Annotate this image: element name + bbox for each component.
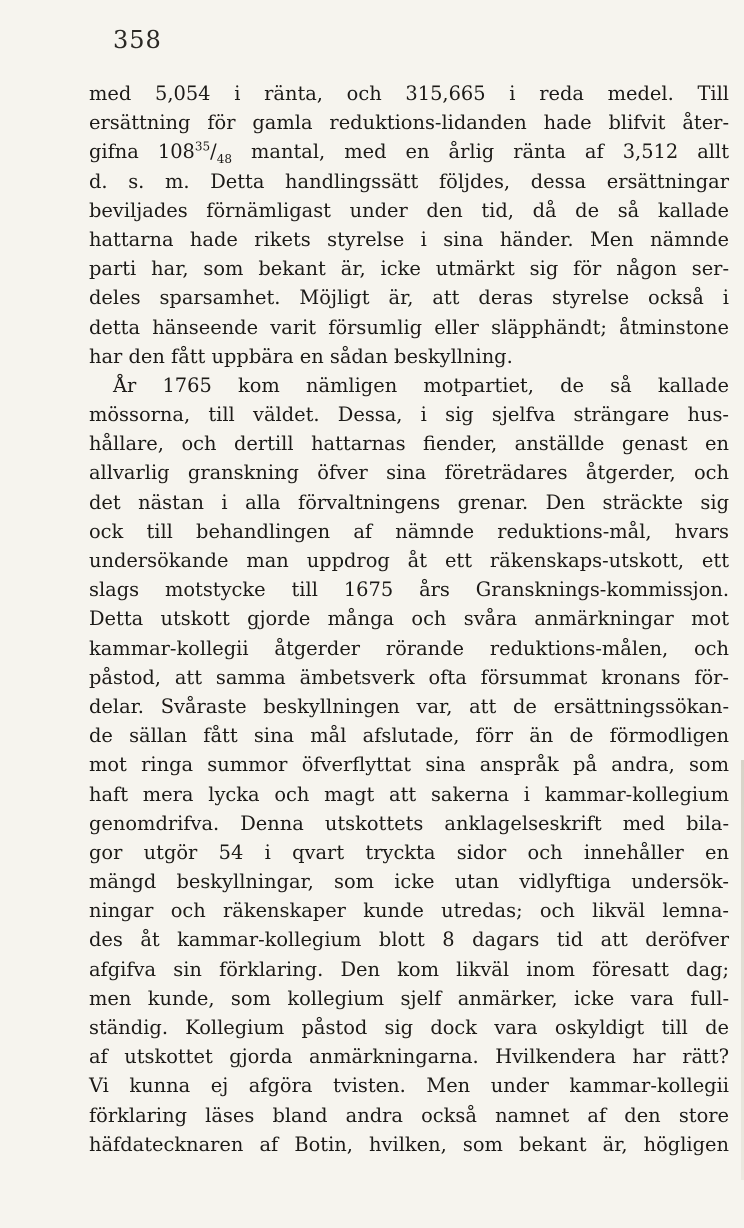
fraction-denominator: 48 [216, 152, 232, 167]
text-line: parti har, som bekant är, icke utmärkt sig för någon ser- [89, 257, 729, 281]
text-line: Detta utskott gjorde många och svåra anmärkningar mot [89, 607, 729, 631]
text-line: förklaring läses bland andra också namnet af den store [89, 1103, 729, 1127]
fraction-numerator: 35 [194, 139, 211, 154]
text-line: genomdrifva. Denna utskottets anklagelseskrift med bila- [89, 811, 729, 835]
text-line: d. s. m. Detta handlingssätt följdes, dessa ersättningar [89, 169, 729, 193]
text-line: beviljades förnämligast under den tid, då de så kallade [89, 198, 729, 222]
text-line: hållare, och dertill hattarnas fiender, anställde genast en [89, 432, 729, 456]
text-line: kammar-kollegii åtgerder rörande reduktions-målen, och [89, 636, 729, 660]
text-line: häfdatecknaren af Botin, hvilken, som bekant är, högligen [89, 1132, 729, 1156]
text-line: mot ringa summor öfverflyttat sina anspråk på andra, som [89, 753, 729, 777]
text-line: undersökande man uppdrog åt ett räkenskaps-utskott, ett [89, 549, 729, 572]
text-segment: mantal, med en årlig ränta af 3,512 allt [232, 140, 729, 164]
text-line-paragraph-start: År 1765 kom nämligen motpartiet, de så kallade [113, 373, 729, 397]
text-line: af utskottet gjorda anmärkningarna. Hvilkendera har rätt? [89, 1045, 729, 1069]
fraction: $^{35}/_{48}$ [194, 139, 232, 167]
text-line: ständig. Kollegium påstod sig dock vara oskyldigt till de [89, 1016, 729, 1039]
text-line: mängd beskyllningar, som icke utan vidlyftiga undersök- [89, 870, 729, 894]
page-number: 358 [113, 26, 162, 54]
text-line: haft mera lycka och magt att sakerna i kammar-kollegium [89, 782, 729, 806]
text-line-paragraph-end: har den fått uppbära en sådan beskyllning. [89, 344, 513, 368]
text-line: men kunde, som kollegium sjelf anmärker, icke vara full- [89, 986, 729, 1010]
text-segment: gifna 108 [89, 140, 195, 164]
text-line: des åt kammar-kollegium blott 8 dagars tid att deröfver [89, 928, 729, 952]
text-line: de sällan fått sina mål afslutade, förr än de förmodligen [89, 724, 729, 748]
text-line: slags motstycke till 1675 års Gransknings-kommissjon. [89, 578, 729, 602]
text-line: Vi kunna ej afgöra tvisten. Men under kammar-kollegii [89, 1074, 729, 1098]
text-line: deles sparsamhet. Möjligt är, att deras styrelse också i [89, 286, 729, 310]
text-line: detta hänseende varit försumlig eller släpphändt; åtminstone [89, 315, 729, 339]
text-line: allvarlig granskning öfver sina företrädares åtgerder, och [89, 461, 729, 485]
text-line: afgifva sin förklaring. Den kom likväl inom föresatt dag; [89, 957, 729, 981]
text-line-with-fraction [89, 137, 729, 166]
text-line: delar. Svåraste beskyllningen var, att de ersättningssökan- [89, 694, 729, 718]
text-line: påstod, att samma ämbetsverk ofta försummat kronans för- [89, 665, 729, 689]
text-line: det nästan i alla förvaltningens grenar. Den sträckte sig [89, 490, 729, 514]
text-line: ningar och räkenskaper kunde utredas; och likväl lemna- [89, 899, 729, 923]
text-line: gor utgör 54 i qvart tryckta sidor och innehåller en [89, 840, 729, 864]
text-line: ock till behandlingen af nämnde reduktions-mål, hvars [89, 519, 729, 543]
text-line: hattarna hade rikets styrelse i sina händer. Men nämnde [89, 227, 729, 251]
text-line: mössorna, till väldet. Dessa, i sig sjelfva strängare hus- [89, 403, 729, 427]
text-line: med 5,054 i ränta, och 315,665 i reda medel. Till [89, 82, 729, 105]
body-text [89, 79, 729, 1159]
text-line: ersättning för gamla reduktions-lidanden hade blifvit åter- [89, 111, 729, 135]
